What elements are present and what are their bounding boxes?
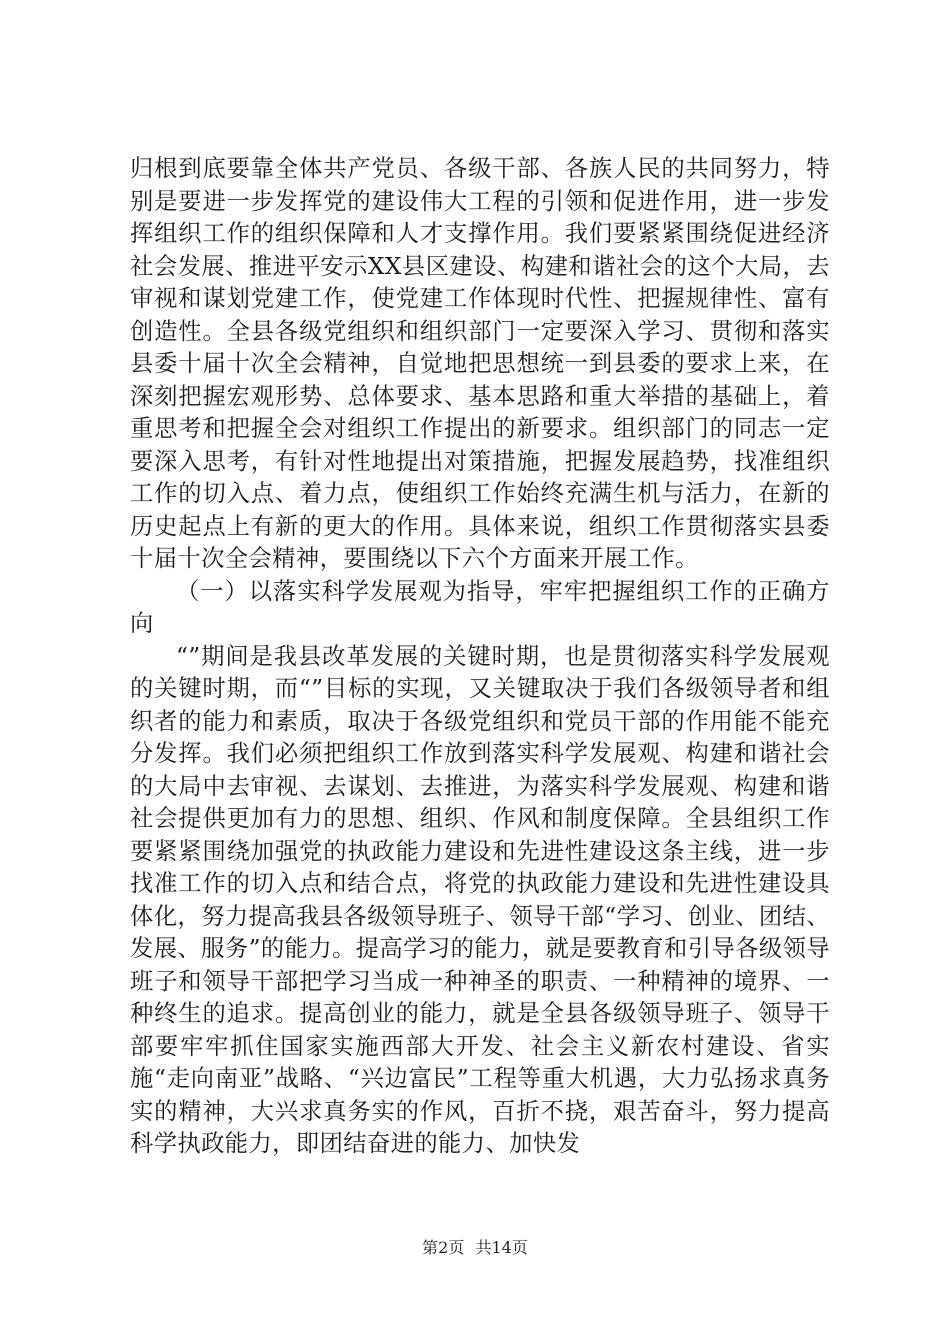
page-number: 第2页 <box>422 1238 465 1257</box>
body-paragraph-2: “”期间是我县改革发展的关键时期，也是贯彻落实科学发展观的关键时期，而“”目标的实现，又关键取决于我们各级领导者和组织者的能力和素质，取决于各级党组织和党员干部的作用能不能充分发挥。我们必须把组织工作放到落实科学发展观、构建和谐社会的大局中去审视、去谋划、去推进，为落实科学发展观、构建和谐社会提供更加有力的思想、组织、作风和制度保障。全县组织工作要紧紧围绕加强党的执政能力建设和先进性建设这条主线，进一步找准工作的切入点和结合点，将党的执政能力建设和先进性建设具体化，努力提高我县各级领导班子、领导干部“学习、创业、团结、发展、服务”的能力。提高学习的能力，就是要教育和引导各级领导班子和领导干部把学习当成一种神圣的职责、一种精神的境界、一种终生的追求。提高创业的能力，就是全县各级领导班子、领导干部要牢牢抓住国家实施西部大开发、社会主义新农村建设、省实施“走向南亚”战略、“兴边富民”工程等重大机遇，大力弘扬求真务实的精神，大兴求真务实的作风，百折不挠，艰苦奋斗，努力提高科学执政能力，即团结奋进的能力、加快发 <box>130 642 830 1157</box>
body-paragraph-1: 归根到底要靠全体共产党员、各级干部、各族人民的共同努力，特别是要进一步发挥党的建设伟大工程的引领和促进作用，进一步发挥组织工作的组织保障和人才支撑作用。我们要紧紧围绕促进经济社会发展、推进平安示XX县区建设、构建和谐社会的这个大局，去审视和谋划党建工作，使党建工作体现时代性、把握规律性、富有创造性。全县各级党组织和组织部门一定要深入学习、贯彻和落实县委十届十次全会精神，自觉地把思想统一到县委的要求上来，在深刻把握宏观形势、总体要求、基本思路和重大举措的基础上，着重思考和把握全会对组织工作提出的新要求。组织部门的同志一定要深入思考，有针对性地提出对策措施，把握发展趋势，找准组织工作的切入点、着力点，使组织工作始终充满生机与活力，在新的历史起点上有新的更大的作用。具体来说，组织工作贯彻落实县委十届十次全会精神，要围绕以下六个方面来开展工作。 <box>130 155 830 572</box>
section-heading-1: （一）以落实科学发展观为指导，牢牢把握组织工作的正确方向 <box>130 577 830 637</box>
page-footer <box>0 1238 950 1258</box>
document-body <box>130 153 830 1161</box>
page-total: 共14页 <box>475 1238 528 1257</box>
